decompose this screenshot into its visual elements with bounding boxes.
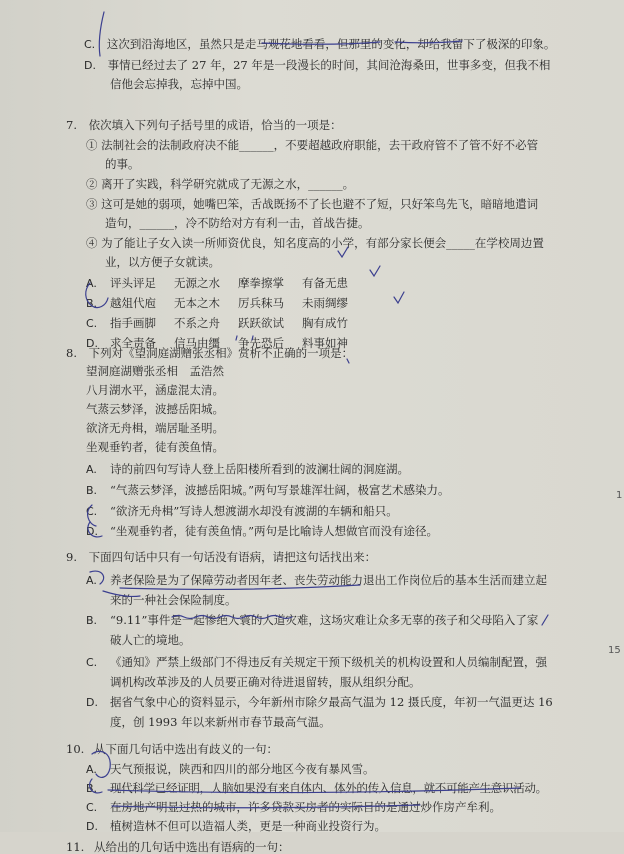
- poem-line: 气蒸云梦泽，波撼岳阳城。: [86, 402, 224, 416]
- option-label: B.: [86, 782, 98, 795]
- option-text: 事情已经过去了 27 年，27 年是一段漫长的时间，其间沧海桑田，世事多变，但我不相: [107, 58, 551, 72]
- option-label: A.: [86, 574, 97, 587]
- q7-option-a: [86, 276, 348, 291]
- question-text: 从给出的几句话中选出有语病的一句：: [93, 840, 290, 854]
- q7-sentence-4-cont: 业，以方便子女就读。: [105, 255, 220, 269]
- option-cell: 有备无患: [302, 276, 348, 290]
- option-text: “9.11”事件是一起惨绝人寰的人道灾难，这场灾难让众多无辜的孩子和父母陷入了家: [110, 613, 539, 627]
- question-8-stem: [66, 346, 353, 360]
- poem-line: 八月湖水平，涵虚混太清。: [86, 383, 224, 397]
- q9-option-b-cont: 破人亡的境地。: [110, 633, 191, 647]
- option-cell: 信马由缰: [174, 336, 220, 350]
- q8-option-b: [86, 483, 450, 498]
- option-cell: 厉兵秣马: [238, 296, 284, 310]
- question-number: 7.: [66, 118, 77, 132]
- q9-option-c-cont: 调机构改革涉及的人员要正确对待进退留转，服从组织分配。: [110, 675, 421, 689]
- option-cell: 胸有成竹: [302, 316, 348, 330]
- q9-option-c: [86, 655, 547, 670]
- pen-stroke: [542, 615, 548, 625]
- q10-option-c: [86, 800, 501, 815]
- q7-option-b: [86, 296, 348, 311]
- q10-option-a: [86, 762, 375, 777]
- option-label: C.: [86, 317, 98, 330]
- option-label: B.: [86, 614, 98, 627]
- option-cell: 未雨绸缪: [302, 296, 348, 310]
- q7-sentence-4: ④ 为了能让子女入读一所师资优良，知名度高的小学，有部分家长便会_____在学校周边置: [86, 236, 544, 250]
- option-cell: 不系之舟: [174, 316, 220, 330]
- option-text: “坐观垂钓者，徒有羡鱼情。”两句是比喻诗人想做官而没有途径。: [110, 524, 439, 538]
- q7-sentence-1-cont: 的事。: [105, 157, 140, 171]
- option-text: 植树造林不但可以造福人类，更是一种商业投资行为。: [110, 819, 386, 833]
- option-cell: 越俎代庖: [110, 296, 156, 310]
- option-cell: 求全责备: [110, 336, 156, 350]
- option-text: 据省气象中心的资料显示，今年新州市除夕最高气温为 12 摄氏度，年初一气温更达 16: [110, 695, 553, 709]
- q8-option-d: [86, 524, 438, 539]
- option-label: B.: [86, 297, 98, 310]
- question-number: 10.: [66, 742, 85, 756]
- option-cell: 料事如神: [302, 336, 348, 350]
- q7-option-c: [86, 316, 348, 331]
- option-label: D.: [86, 696, 98, 709]
- option-label: C.: [86, 505, 98, 518]
- margin-number: 15: [608, 645, 621, 656]
- option-cell: 指手画脚: [110, 316, 156, 330]
- option-label: D.: [84, 59, 96, 72]
- poem-line: 坐观垂钓者，徒有羡鱼情。: [86, 440, 224, 454]
- top-option-d-cont: 信他会忘掉我，忘掉中国。: [110, 77, 248, 91]
- option-label: D.: [86, 525, 98, 538]
- question-9-stem: [66, 550, 376, 564]
- option-text: 养老保险是为了保障劳动者因年老、丧失劳动能力退出工作岗位后的基本生活而建立起: [110, 573, 547, 587]
- q9-option-b: [86, 613, 538, 628]
- option-label: D.: [86, 820, 98, 833]
- question-number: 9.: [66, 550, 77, 564]
- question-11-stem: [66, 840, 289, 854]
- option-cell: 跃跃欲试: [238, 316, 284, 330]
- q7-sentence-1: ① 法制社会的法制政府决不能______，不要超越政府职能，去干政府管不了管不好不必管: [86, 138, 539, 152]
- option-text: “欲济无舟楫”写诗人想渡湖水却没有渡湖的车辆和船只。: [110, 504, 398, 518]
- q7-sentence-3: ③ 这可是她的弱项，她嘴巴笨，舌战既扬不了长也避不了短，只好笨鸟先飞，暗暗地遣词: [86, 197, 539, 211]
- question-number: 8.: [66, 346, 77, 360]
- top-option-d: [84, 58, 550, 73]
- option-text: 《通知》严禁上级部门不得违反有关规定干预下级机关的机构设置和人员编制配置，强: [110, 655, 547, 669]
- top-option-c: [84, 37, 555, 52]
- option-text: “气蒸云梦泽，波撼岳阳城。”两句写景雄浑壮阔，极富艺术感染力。: [110, 483, 450, 497]
- question-text: 下列对《望洞庭湖赠张丞相》赏析不正确的一项是：: [88, 346, 354, 360]
- option-label: D.: [86, 337, 98, 350]
- q9-option-a: [86, 573, 547, 588]
- q7-sentence-3-cont: 造句，______，冷不防给对方有利一击，首战告捷。: [105, 216, 370, 230]
- question-text: 依次填入下列句子括号里的成语，恰当的一项是：: [88, 118, 342, 132]
- option-text: 这次到沿海地区，虽然只是走马观花地看看，但那里的变化，却给我留下了极深的印象。: [106, 37, 556, 51]
- check-mark: [370, 266, 380, 276]
- option-text: 诗的前四句写诗人登上岳阳楼所看到的波澜壮阔的洞庭湖。: [110, 462, 409, 476]
- option-text: 天气预报说，陕西和四川的部分地区今夜有暴风雪。: [110, 762, 375, 776]
- option-cell: 评头评足: [110, 276, 156, 290]
- question-text: 从下面几句话中选出有歧义的一句：: [93, 742, 278, 756]
- question-text: 下面四句话中只有一句话没有语病，请把这句话找出来：: [88, 550, 377, 564]
- option-cell: 摩拳擦掌: [238, 276, 284, 290]
- option-label: C.: [86, 656, 98, 669]
- option-label: C.: [84, 38, 96, 51]
- option-text: 现代科学已经证明，人脑如果没有来自体内、体外的传入信息，就不可能产生意识活动。: [110, 781, 547, 795]
- option-label: B.: [86, 484, 98, 497]
- q7-sentence-2: ② 离开了实践，科学研究就成了无源之水，______。: [86, 177, 355, 191]
- q8-option-a: [86, 462, 409, 477]
- poem-line: 欲济无舟楫，端居耻圣明。: [86, 421, 224, 435]
- check-mark: [394, 292, 404, 303]
- option-cell: 无本之木: [174, 296, 220, 310]
- option-cell: 争先恐后: [238, 336, 284, 350]
- option-cell: 无源之水: [174, 276, 220, 290]
- q9-option-d-cont: 度，创 1993 年以来新州市春节最高气温。: [110, 715, 331, 729]
- option-label: A.: [86, 463, 97, 476]
- question-number: 11.: [66, 840, 85, 854]
- q8-option-c: [86, 504, 398, 519]
- option-label: A.: [86, 277, 97, 290]
- option-label: A.: [86, 763, 97, 776]
- q9-option-a-cont: 来的一种社会保险制度。: [110, 593, 237, 607]
- question-10-stem: [66, 742, 278, 756]
- option-text: 在房地产明显过热的城市，许多贷款买房者的实际目的是通过炒作房产牟利。: [110, 800, 501, 814]
- question-7-stem: [66, 118, 342, 132]
- poem-title: 望洞庭湖赠张丞相 孟浩然: [86, 364, 224, 378]
- option-label: C.: [86, 801, 98, 814]
- q9-option-d: [86, 695, 553, 710]
- margin-number: 1: [616, 490, 623, 501]
- q10-option-b: [86, 781, 547, 796]
